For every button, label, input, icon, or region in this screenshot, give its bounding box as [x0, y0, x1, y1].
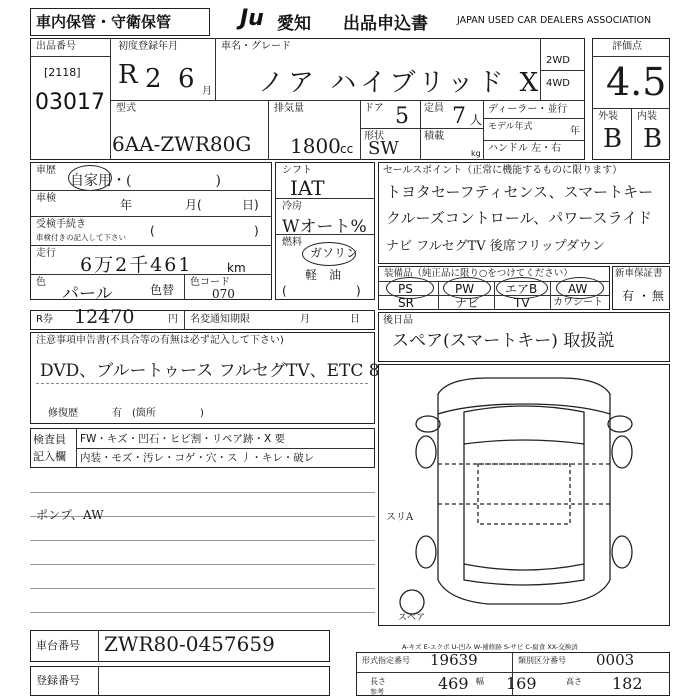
capacity-label: 定員	[424, 103, 444, 114]
rear-window	[464, 564, 584, 585]
designation-label: 形式指定番号	[362, 656, 410, 665]
history-value: 自家用・( )	[70, 173, 221, 189]
pickup-note: 車検付きの記入して下さい	[36, 233, 126, 242]
fuel-gas-circle	[302, 242, 359, 266]
inspector-label2: 記入欄	[33, 450, 66, 463]
roof	[478, 464, 570, 524]
designation-value: 19639	[430, 651, 478, 669]
damage-legend: A-キズ E-エクボ U-凹み W-補修跡 S-サビ C-腐食 XX-交換済	[402, 643, 578, 651]
dealer-line1: ディーラー・並行	[488, 104, 568, 115]
document-title: 出品申込書	[343, 14, 428, 34]
recycle-month: 月	[300, 314, 310, 325]
repair-value: 有	[112, 408, 122, 419]
car-hood	[464, 406, 584, 444]
inspection-label: 車検	[36, 193, 56, 204]
equipment-label: 装備品（純正品に限り○をつけてください）	[384, 268, 573, 279]
history-label: 車歴	[36, 165, 56, 176]
registration-month: 6	[178, 64, 195, 94]
length-label: 長さ	[370, 677, 386, 686]
registration-era: R	[118, 60, 138, 90]
fuel-bracket-open: (	[282, 284, 287, 298]
wheel-rl	[416, 536, 436, 568]
registration-label: 初度登録年月	[118, 41, 178, 52]
shift-value: IAT	[290, 176, 325, 200]
recycle-unit: 円	[168, 314, 178, 325]
spare-label: スペア	[398, 613, 426, 623]
displacement-value: 1800	[290, 134, 341, 158]
inspection-day: 日)	[242, 198, 259, 212]
displacement-label: 排気量	[274, 103, 304, 114]
notes-value: DVD、ブルートゥース フルセグTV、ETC 8	[40, 361, 380, 381]
equip-ps: PS	[398, 282, 413, 296]
class-value: 0003	[596, 651, 635, 669]
sales-points-line1: トヨタセーフティセンス、スマートキー	[386, 183, 654, 201]
grade-label: 評価点	[612, 41, 642, 52]
color-value: パール	[62, 284, 113, 304]
grade-int: B	[643, 124, 663, 154]
recycle-label: R券	[36, 314, 53, 325]
registration-month-unit: 月	[202, 86, 212, 97]
drive-2wd: 2WD	[546, 55, 570, 66]
inspector-handwritten: ポンプ、AW	[36, 508, 104, 522]
car-name-value: ノア ハイブリッド X	[258, 68, 543, 98]
grade-int-label: 内装	[637, 111, 657, 122]
mirror-right	[608, 416, 632, 432]
repair-place: (箇所	[132, 408, 156, 419]
color-code-label: 色コード	[190, 277, 230, 288]
association-name: JAPAN USED CAR DEALERS ASSOCIATION	[457, 15, 652, 26]
equip-sr: SR	[398, 296, 414, 310]
width-value: 169	[506, 674, 537, 693]
mileage-value: 6万2千461	[80, 254, 193, 276]
wheel-fl	[416, 436, 436, 468]
inspection-month: 月(	[185, 198, 202, 212]
repair-place-close: )	[200, 408, 204, 419]
fuel-bracket-close: )	[356, 284, 361, 298]
shape-value: SW	[368, 138, 399, 159]
dealer-line3: ハンドル 左・右	[488, 143, 562, 154]
equip-tv: TV	[514, 296, 530, 310]
notes-label: 注意事項申告書(不具合等の有無は必ず記入して下さい)	[36, 335, 284, 346]
pickup-paren-close: )	[254, 224, 259, 238]
fuel-label: 燃料	[282, 237, 302, 248]
fuel-gas: ガソリン	[310, 246, 359, 260]
pickup-paren: (	[150, 224, 155, 238]
load-unit: kg	[471, 149, 481, 158]
shift-label: シフト	[282, 165, 312, 176]
lot-number: 03017	[35, 90, 105, 115]
sales-points-line2: クルーズコントロール、パワースライド	[386, 209, 653, 227]
inspection-year: 年	[120, 198, 133, 212]
height-value: 182	[612, 674, 643, 693]
recycle-expiry-label: 名変通知期限	[190, 314, 250, 325]
sales-points-label: セールスポイント（正常に機能するものに限ります）	[383, 165, 623, 176]
warranty-label: 新車保証書	[615, 268, 663, 279]
sales-points-line3: ナビ フルセグTV 後席フリップダウン	[386, 239, 605, 254]
grade-ext-label: 外装	[598, 111, 618, 122]
warranty-sep: ・	[638, 289, 651, 303]
equip-pw: PW	[455, 282, 475, 296]
dealer-line2: モデル年式	[488, 122, 533, 132]
scratch-note: スリA	[386, 512, 414, 523]
equip-aw: AW	[568, 282, 588, 296]
equip-navi: ナビ	[455, 296, 480, 310]
recycle-value: 12470	[74, 306, 135, 328]
inspector-label1: 検査員	[33, 433, 66, 446]
aircon-label: 冷房	[282, 201, 302, 212]
model-label: 型式	[116, 103, 136, 114]
ju-logo: Ju	[240, 6, 264, 31]
car-front-view	[438, 378, 610, 414]
inspector-row1: FW・キズ・凹石・ヒビ割・リペア跡・X 要	[80, 433, 286, 445]
repair-label: 修復歴	[48, 408, 78, 419]
equip-seat: カワシート	[553, 297, 603, 308]
capacity-unit: 人	[470, 113, 483, 127]
wheel-fr	[612, 436, 632, 468]
warranty-have: 有	[622, 289, 635, 303]
chassis-value: ZWR80-0457659	[104, 632, 275, 656]
height-label: 高さ	[566, 677, 582, 686]
wheel-rr	[612, 536, 632, 568]
fuel-diesel: 軽 油	[305, 268, 342, 282]
mirror-left	[416, 416, 440, 432]
grade-score: 4.5	[606, 60, 667, 104]
length-ref: 参考	[370, 688, 384, 696]
mileage-label: 走行	[36, 248, 56, 259]
equip-airbag: エアB	[505, 282, 538, 296]
color-code: 070	[212, 287, 235, 301]
history-circle	[68, 165, 112, 191]
after-notes-label: 後日品	[383, 315, 413, 326]
grade-ext: B	[603, 124, 623, 154]
lot-label: 出品番号	[36, 41, 76, 52]
load-label: 積載	[424, 131, 444, 142]
aircon-value: Wオート%	[282, 217, 367, 237]
model-value: 6AA-ZWR80G	[112, 132, 252, 156]
lot-sub: [2118]	[44, 66, 81, 79]
car-name-label: 車名・グレード	[221, 41, 291, 52]
color-change-label: 色替	[150, 283, 175, 297]
color-label: 色	[36, 277, 46, 288]
registration-year: 2	[145, 64, 162, 94]
drive-4wd: 4WD	[546, 78, 570, 89]
storage-label: 車内保管・守衛保管	[36, 13, 172, 31]
pickup-label: 受検手続き	[36, 219, 86, 230]
class-label: 類別区分番号	[518, 656, 566, 665]
after-notes-value: スペア(スマートキー) 取扱説	[392, 331, 615, 351]
recycle-day: 日	[350, 314, 360, 325]
spare-tyre	[400, 590, 424, 614]
logo-region: 愛知	[277, 14, 311, 34]
displacement-unit: cc	[340, 142, 354, 156]
warranty-none: 無	[652, 289, 665, 303]
doors-label: ドア	[364, 103, 384, 114]
chassis-label: 車台番号	[36, 639, 80, 652]
car-rear	[438, 580, 610, 604]
reg-no-label: 登録番号	[36, 674, 80, 687]
capacity-value: 7	[452, 104, 466, 129]
dealer-year-unit: 年	[570, 126, 580, 137]
width-label: 幅	[476, 677, 484, 686]
doors-value: 5	[395, 104, 409, 129]
inspector-row2: 内装・モズ・汚レ・コゲ・穴・ス 丿・キレ・破レ	[80, 452, 315, 464]
mileage-unit: km	[227, 261, 246, 275]
shape-label: 形状	[364, 131, 384, 142]
length-value: 469	[438, 674, 469, 693]
car-diagram	[378, 364, 670, 626]
